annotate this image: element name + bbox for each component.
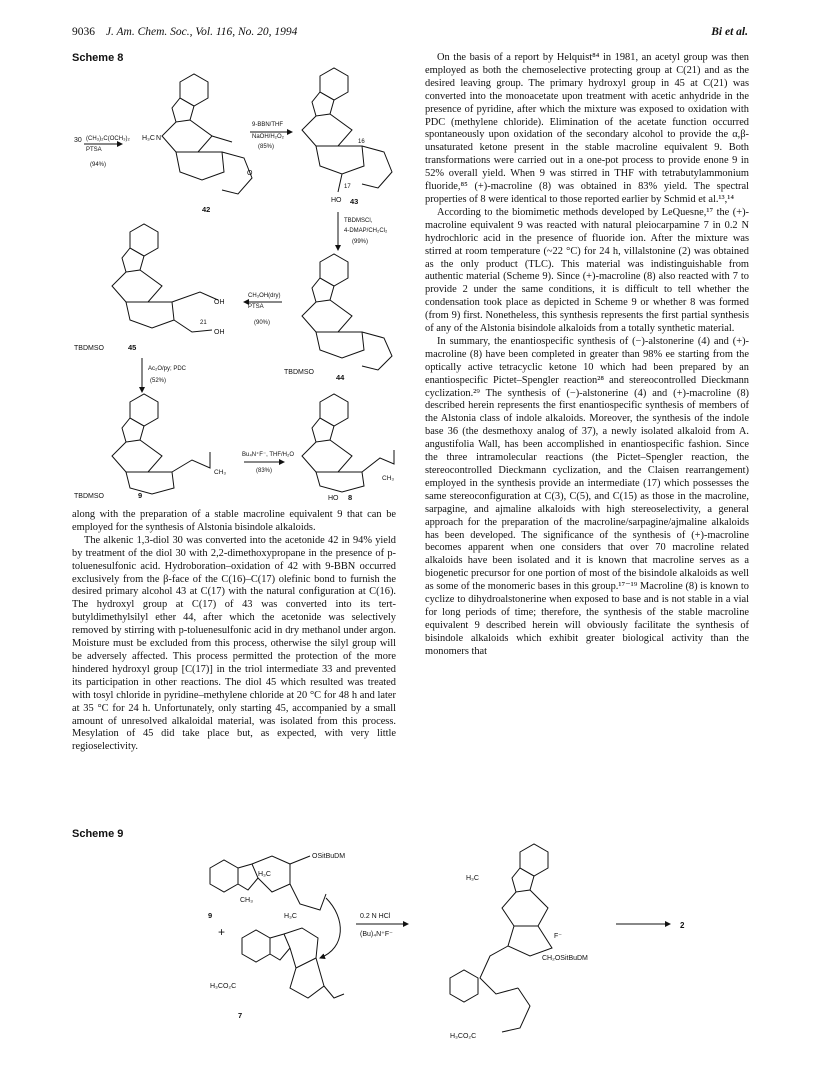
- reagent-3b: 4-DMAP/CH₂Cl₂: [344, 228, 388, 234]
- reagent-1b: PTSA: [86, 147, 102, 153]
- compound-45-number: 45: [128, 343, 137, 352]
- reagent-5a: Ac₂O/py; PDC: [148, 366, 187, 372]
- atom-label-fluoride: F⁻: [554, 933, 562, 940]
- page-number: 9036: [72, 26, 95, 38]
- paragraph: along with the preparation of a stable macroline equivalent 9 that can be employed for the synthesis of Alstonia bisindole alkaloids.: [72, 509, 396, 533]
- structure-7: [210, 898, 344, 1020]
- product-2-label: 2: [680, 921, 685, 930]
- compound-9-label: 9: [208, 911, 213, 920]
- reagent-6a: Bu₄N⁺F⁻, THF/H₂O: [242, 452, 295, 458]
- reagent-hcl: 0.2 N HCl: [360, 913, 391, 920]
- reagent-4a: CH₃OH(dry): [248, 293, 281, 299]
- scheme-8-drawing: [72, 62, 402, 502]
- scheme-9-drawing: [150, 838, 750, 1058]
- scheme-8: [72, 52, 402, 502]
- reagent-1c: (94%): [90, 162, 107, 168]
- structure-9: [74, 394, 226, 500]
- atom-label-21: 21: [200, 320, 207, 326]
- atom-label-tbdmso-1: TBDMSO: [74, 345, 104, 352]
- page-header: [72, 26, 748, 44]
- running-authors: Bi et al.: [711, 26, 748, 38]
- atom-label-16: 16: [358, 139, 365, 145]
- atom-label-ch3-9: CH₃: [240, 897, 253, 904]
- compound-42-number: 42: [202, 205, 211, 214]
- atom-label-17: 17: [344, 184, 351, 190]
- paragraph: On the basis of a report by Helquist⁸⁴ in 1981, an acetyl group was then employed as both the chemoselective protecting group at C(21) and as the desired leaving group. The primary hydroxyl group in 45 at C(21) was converted into the monoacetate upon treatment with acetic anhydride in the presence of pyridine, after which the mixture was exposed to oxidation with PDC (methylene chloride). Elimination of the acetate function occurred spontaneously upon oxidation of the secondary alcohol to provide the α,β-unsaturated ketone present in the stable macroline equivalent 9. Both transformations were carried out in a one-pot process to provide enone 9 in 52% overall yield. When 9 was stirred in THF with tetrabutylammonium fluoride,⁸⁵ (+)-macroline (8) was obtained in 83% yield. The spectral properties of 8 were identical to those reported earlier by Schmid et al.¹³,¹⁴: [425, 52, 749, 205]
- structure-45: [74, 224, 225, 352]
- plus-sign: +: [218, 925, 226, 939]
- reagent-3a: TBDMSCl,: [344, 218, 373, 224]
- left-column-text: [72, 509, 396, 754]
- compound-9-number: 9: [138, 491, 143, 500]
- scheme-9-label: Scheme 9: [72, 828, 124, 840]
- atom-label-tbdmso-2: TBDMSO: [284, 369, 314, 376]
- atom-label-oh-2: OH: [214, 329, 225, 336]
- structure-8: [302, 394, 394, 502]
- atom-label-n: N: [156, 135, 162, 142]
- reagent-2b: NaOH/H₂O₂: [252, 134, 284, 140]
- atom-label-h3co2c-int: H₃CO₂C: [450, 1033, 477, 1040]
- atom-label-h3c: H₃C: [142, 135, 155, 142]
- structure-44: [284, 254, 392, 382]
- reagent-5b: (52%): [150, 378, 167, 384]
- atom-label-oh-1: OH: [214, 299, 225, 306]
- paragraph: In summary, the enantiospecific synthesis of (−)-alstonerine (4) and (+)-macroline (8) have been completed in greater than 98% ee starting from the optically active tetracyclic ketone 10 which had been prepared by an enantiospecific Pictet–Spengler reaction²⁸ and stereocontrolled Dieckmann cyclization.²⁹ The synthesis of (−)-alstonerine (4) and (+)-macroline (8) described herein represents the first enantiospecific synthesis of members of the Alstonia class of indole alkaloids. Moreover, the synthesis of the indole base 36 (the desmethoxy analog of 37), a newly isolated alkaloid from A. angustifolia Wall, has been accomplished in enantiospecific fashion. Since the three intramolecular reactions (the Pictet–Spengler reaction, the stereocontrolled Dieckmann cyclization, and the Claisen rearrangement) employed in the synthesis provide an intermediate (17) which possesses the same stereoconfiguration at C(3), C(5), and C(15) as those in the macroline, sarpagine, and ajmaline alkaloids with high stereoselectivity, a general approach for the preparation of the macroline/sarpagine/ajmaline alkaloids has been developed. The significance of the synthesis of (+)-macroline becomes apparent when one considers that over 70 macroline related alkaloids have been isolated and it is known that macroline serves as a biogenetic precursor for one portion of most of the bisindole alkaloids as well as some of the monomeric bases in this group.¹⁷⁻¹⁹ Macroline (8) is known to cyclize to dihydroalstonerine when exposed to base and is not stable in a vial for long periods of time; therefore, the synthesis of the stable macroline equivalent 9 described herein will obviously facilitate the synthesis of bisindole alkaloids which exhibit greater biological activity than the monomers that: [425, 335, 749, 657]
- paragraph: According to the biomimetic methods developed by LeQuesne,¹⁷ the (+)-macroline equivalent 9 was reacted with natural pleiocarpamine 7 in 0.2 N hydrochloric acid in the presence of fluoride ion. After the mixture was stirred at room temperature (~22 °C) for 24 h, villalstonine (2) was obtained as the only product (TLC). This material was indistinguishable from authentic material (Scheme 9). Since (+)-macroline (8) also reacted with 7 to provide 2 under the same conditions, it is difficult to tell whether the condensation took place as depicted in Scheme 9 or whether 8 was formed (from 9) first. Nonetheless, this synthesis represents the first partial synthesis of any of the Alstonia bisindole alkaloids from a totally synthetic material.: [425, 206, 749, 335]
- reagent-4c: (90%): [254, 320, 271, 326]
- compound-7-label: 7: [238, 1011, 243, 1020]
- atom-label-osibudm: OSitBuDM: [312, 853, 346, 860]
- compound-44-number: 44: [336, 373, 345, 382]
- paragraph: The alkenic 1,3-diol 30 was converted into the acetonide 42 in 94% yield by treatment of the diol 30 with 2,2-dimethoxypropane in the presence of p-toluenesulfonic acid. Hydroboration–oxidation of 42 with 9-BBN occurred exclusively from the β-face of the C(16)–C(17) olefinic bond to furnish the desired primary alcohol 43 at C(17) with the natural configuration at C(16). The hydroxyl group at C(17) of 43 was converted into its tert-butyldimethylsilyl ether 44, after which the acetonide was selectively removed by stirring with p-toluenesulfonic acid in dry methanol under argon. Moisture must be excluded from this process, otherwise the silyl group will be adversely affected. This process permitted the protection of the more hindered hydroxyl group [C(17)] in the triol intermediate 33 and prevented its participation in other reactions. The diol 45 which resulted was treated with tosyl chloride in pyridine–methylene chloride at 20 °C for 48 h and later at 35 °C for 24 h. Unfortunately, only starting 45, accompanied by a small amount of unresolved alkaloidal material, was isolated from this process. Mesylation of 45 did take place but, as expected, with very little regioselectivity.: [72, 534, 396, 753]
- structure-43: [302, 68, 392, 206]
- atom-label-h3c-9: H₃C: [258, 871, 271, 878]
- atom-label-h3co2c-7: H₃CO₂C: [210, 983, 237, 990]
- structure-intermediate: [450, 844, 588, 1040]
- reagent-2a: 9-BBN/THF: [252, 122, 284, 128]
- atom-label-ho: HO: [331, 197, 342, 204]
- atom-label-ch2osibudm: CH₂OSitBuDM: [542, 955, 588, 962]
- journal-citation: J. Am. Chem. Soc., Vol. 116, No. 20, 1994: [105, 26, 298, 38]
- compound-30-number: 30: [74, 137, 82, 144]
- reagent-fluoride: (Bu)₄N⁺F⁻: [360, 931, 393, 938]
- reagent-3c: (99%): [352, 239, 369, 245]
- structure-9-scheme9: [208, 853, 345, 920]
- compound-8-number: 8: [348, 493, 353, 502]
- atom-label-ch3-2: CH₃: [382, 475, 395, 482]
- atom-label-tbdmso-3: TBDMSO: [74, 493, 104, 500]
- atom-label-ho-2: HO: [328, 495, 339, 502]
- scheme-8-label: Scheme 8: [72, 52, 124, 64]
- right-column-text: [425, 52, 749, 659]
- atom-label-h3c-int: H₃C: [466, 875, 479, 882]
- reagent-6b: (83%): [256, 468, 273, 474]
- atom-label-o: O: [247, 170, 253, 177]
- structure-42: [142, 74, 253, 214]
- compound-43-number: 43: [350, 197, 359, 206]
- reagent-1a: (CH₃)₂C(OCH₃)₂: [86, 136, 130, 142]
- scheme-9: [150, 838, 750, 1058]
- atom-label-ch3-1: CH₃: [214, 469, 227, 476]
- reagent-4b: PTSA: [248, 304, 264, 310]
- reagent-2c: (85%): [258, 144, 275, 150]
- atom-label-h3c-9b: H₃C: [284, 913, 297, 920]
